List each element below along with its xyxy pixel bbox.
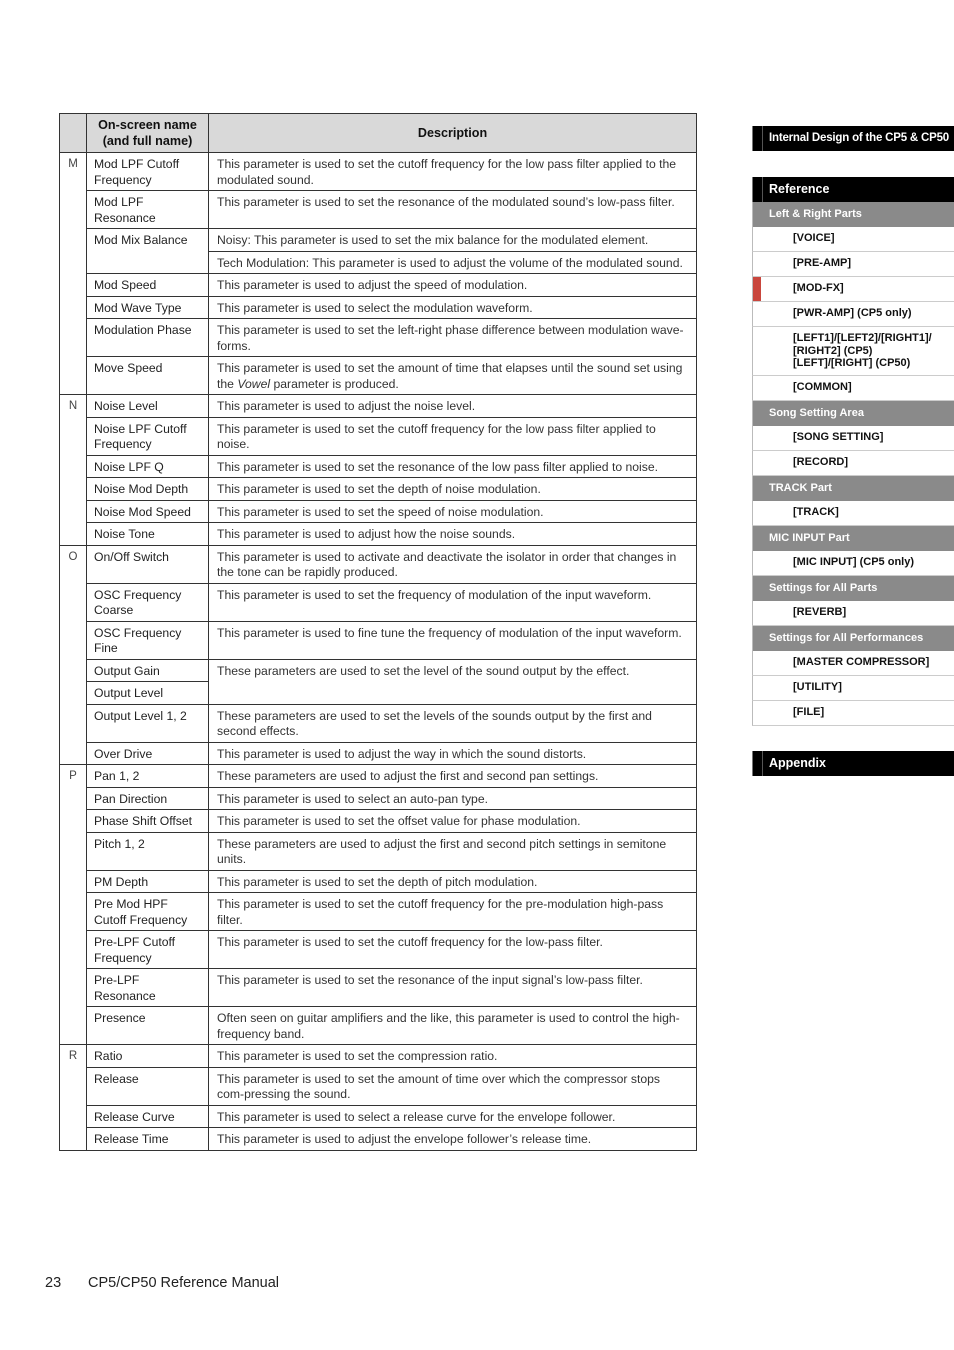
table-row [60,523,697,546]
table-row [60,704,697,742]
description-text: parameter is produced. [270,376,399,391]
nav-item[interactable] [752,451,954,476]
current-page-marker [753,277,761,301]
parameter-name: Move Speed [87,357,209,395]
parameter-description: This parameter is used to set the resonance of the low pass filter applied to noise. [209,455,697,478]
group-letter: N [60,395,87,546]
parameter-name: Phase Shift Offset [87,810,209,833]
parameter-description: This parameter is used to set the speed of noise modulation. [209,500,697,523]
nav-label: MIC INPUT Part [769,531,850,544]
sidebar-nav [752,202,954,726]
parameter-description: This parameter is used to set the cutoff frequency for the low-pass filter. [209,931,697,969]
nav-item[interactable] [752,327,954,376]
table-row [60,765,697,788]
parameter-description: This parameter is used to adjust the envelope follower’s release time. [209,1128,697,1151]
parameter-description: This parameter is used to set the cutoff frequency for the pre-modulation high-pass filter. [209,893,697,931]
header-letter [60,114,87,153]
parameter-name: Mod Mix Balance [87,229,209,274]
nav-section-heading[interactable] [752,476,954,501]
nav-item[interactable] [752,227,954,252]
parameter-description [209,357,697,395]
nav-item[interactable] [752,376,954,401]
table-row [60,153,697,191]
parameter-description: This parameter is used to select an auto-pan type. [209,787,697,810]
table-row [60,296,697,319]
parameter-description: These parameters are used to set the levels of the sounds output by the first and second effects. [209,704,697,742]
nav-reference[interactable]: Reference [752,177,954,202]
nav-label: [SONG SETTING] [793,430,884,443]
parameter-name: Noise Level [87,395,209,418]
parameter-description: These parameters are used to set the level of the sound output by the effect. [209,659,697,704]
parameter-name: Pre-LPF Cutoff Frequency [87,931,209,969]
nav-item[interactable] [752,701,954,726]
nav-section-heading[interactable] [752,526,954,551]
parameter-name: Noise LPF Q [87,455,209,478]
nav-label: [VOICE] [793,232,835,244]
table-row [60,787,697,810]
nav-item[interactable] [752,651,954,676]
parameter-name: Modulation Phase [87,319,209,357]
table-row [60,191,697,229]
nav-label: [RECORD] [793,455,848,468]
nav-item[interactable] [752,501,954,526]
parameter-name: On/Off Switch [87,545,209,583]
parameter-name: Noise Mod Depth [87,478,209,501]
page-number: 23 [45,1275,62,1291]
table-row [60,274,697,297]
table-row [60,1067,697,1105]
nav-label: [PWR-AMP] (CP5 only) [793,307,912,319]
parameter-name: Pan 1, 2 [87,765,209,788]
parameter-name: Pre Mod HPF Cutoff Frequency [87,893,209,931]
parameter-description: This parameter is used to select a release curve for the envelope follower. [209,1105,697,1128]
table-row [60,893,697,931]
parameter-description: This parameter is used to activate and deactivate the isolator in order that changes in the tone can be rapidly produced. [209,545,697,583]
parameter-name: Presence [87,1007,209,1045]
table-row [60,1128,697,1151]
description-text: This parameter is used to set the amount of time that elapses until the sound set using the [217,361,683,391]
parameter-description: This parameter is used to set the depth of noise modulation. [209,478,697,501]
manual-title: CP5/CP50 Reference Manual [88,1275,280,1291]
group-letter: P [60,765,87,1045]
nav-section-heading[interactable] [752,576,954,601]
parameter-table [59,113,697,1151]
table-row [60,870,697,893]
parameter-name: Output Level [87,682,209,705]
nav-internal-design[interactable]: Internal Design of the CP5 & CP50 [752,126,954,151]
nav-label: [REVERB] [793,605,847,618]
nav-item[interactable] [752,252,954,277]
table-row [60,931,697,969]
nav-item[interactable] [752,601,954,626]
table-row [60,659,697,682]
nav-section-heading[interactable] [752,626,954,651]
parameter-description: This parameter is used to adjust the noise level. [209,395,697,418]
parameter-name: Mod LPF Cutoff Frequency [87,153,209,191]
group-letter: O [60,545,87,765]
nav-label: TRACK Part [769,481,832,494]
parameter-description: This parameter is used to set the depth of pitch modulation. [209,870,697,893]
table-row [60,500,697,523]
parameter-name: Noise Tone [87,523,209,546]
table-row [60,478,697,501]
table-row [60,455,697,478]
parameter-name: Pan Direction [87,787,209,810]
table-header-row [60,114,697,153]
parameter-description: This parameter is used to set the left-right phase difference between modulation wave-forms. [209,319,697,357]
parameter-description: Often seen on guitar amplifiers and the like, this parameter is used to control the high-frequency band. [209,1007,697,1045]
parameter-reference: Vowel [237,376,271,391]
group-letter: R [60,1045,87,1151]
parameter-name: Release Time [87,1128,209,1151]
table-row [60,395,697,418]
nav-item[interactable] [752,426,954,451]
parameter-name: Pre-LPF Resonance [87,969,209,1007]
parameter-description: This parameter is used to fine tune the frequency of modulation of the input waveform. [209,621,697,659]
parameter-description: This parameter is used to adjust how the noise sounds. [209,523,697,546]
parameter-description: This parameter is used to set the cutoff frequency for the low pass filter applied to noise. [209,417,697,455]
parameter-name: OSC Frequency Coarse [87,583,209,621]
parameter-name: Mod LPF Resonance [87,191,209,229]
group-letter: M [60,153,87,395]
nav-item[interactable] [752,277,954,302]
parameter-description: This parameter is used to set the frequency of modulation of the input waveform. [209,583,697,621]
table-row [60,1105,697,1128]
parameter-name: Pitch 1, 2 [87,832,209,870]
nav-label: Left & Right Parts [769,208,862,220]
table-row [60,742,697,765]
parameter-description: This parameter is used to select the modulation waveform. [209,296,697,319]
table-row [60,357,697,395]
parameter-description: Noisy: This parameter is used to set the mix balance for the modulated element. [209,229,697,252]
parameter-description: This parameter is used to adjust the speed of modulation. [209,274,697,297]
nav-item[interactable] [752,551,954,576]
parameter-description: This parameter is used to adjust the way in which the sound distorts. [209,742,697,765]
nav-label: Song Setting Area [769,406,864,419]
nav-label: [TRACK] [793,505,839,518]
header-name: On-screen name (and full name) [87,114,209,153]
parameter-description: Tech Modulation: This parameter is used to adjust the volume of the modulated sound. [209,251,697,274]
nav-label: [PRE-AMP] [793,257,852,269]
nav-section-heading[interactable] [752,401,954,426]
table-row [60,1007,697,1045]
parameter-name: Mod Speed [87,274,209,297]
table-row [60,417,697,455]
nav-appendix[interactable]: Appendix [752,751,954,776]
parameter-name: Over Drive [87,742,209,765]
table-row [60,832,697,870]
nav-item[interactable] [752,676,954,701]
parameter-name: Release Curve [87,1105,209,1128]
nav-label: Settings for All Performances [769,631,924,644]
parameter-name: Release [87,1067,209,1105]
nav-label: [LEFT1]/[LEFT2]/[RIGHT1]/ [RIGHT2] (CP5) [LEFT]/[RIGHT] (CP50) [793,332,932,369]
parameter-description: This parameter is used to set the compression ratio. [209,1045,697,1068]
nav-label: [MIC INPUT] (CP5 only) [793,555,914,568]
header-description: Description [209,114,697,153]
nav-label: [FILE] [793,705,825,718]
nav-label: [MASTER COMPRESSOR] [793,655,930,668]
table-row [60,319,697,357]
parameter-name: OSC Frequency Fine [87,621,209,659]
table-body [60,153,697,1151]
nav-section-heading[interactable] [752,202,954,227]
nav-item[interactable] [752,302,954,327]
parameter-description: This parameter is used to set the amount of time over which the compressor stops com-pressing the sound. [209,1067,697,1105]
table-row [60,545,697,583]
table-row [60,621,697,659]
parameter-description: These parameters are used to adjust the first and second pitch settings in semitone units. [209,832,697,870]
table-row [60,229,697,252]
parameter-description: These parameters are used to adjust the first and second pan settings. [209,765,697,788]
nav-label: [COMMON] [793,380,852,393]
table-row [60,969,697,1007]
parameter-description: This parameter is used to set the resonance of the modulated sound’s low-pass filter. [209,191,697,229]
parameter-name: Noise Mod Speed [87,500,209,523]
parameter-description: This parameter is used to set the offset value for phase modulation. [209,810,697,833]
parameter-name: PM Depth [87,870,209,893]
parameter-name: Output Gain [87,659,209,682]
parameter-description: This parameter is used to set the cutoff frequency for the low pass filter applied to the modulated sound. [209,153,697,191]
parameter-name: Output Level 1, 2 [87,704,209,742]
nav-label: [MOD-FX] [793,282,844,294]
table-row [60,810,697,833]
table-row [60,583,697,621]
nav-label: [UTILITY] [793,680,842,693]
nav-label: Settings for All Parts [769,581,878,594]
parameter-name: Noise LPF Cutoff Frequency [87,417,209,455]
parameter-description: This parameter is used to set the resonance of the input signal’s low-pass filter. [209,969,697,1007]
parameter-name: Ratio [87,1045,209,1068]
parameter-name: Mod Wave Type [87,296,209,319]
table-row [60,1045,697,1068]
